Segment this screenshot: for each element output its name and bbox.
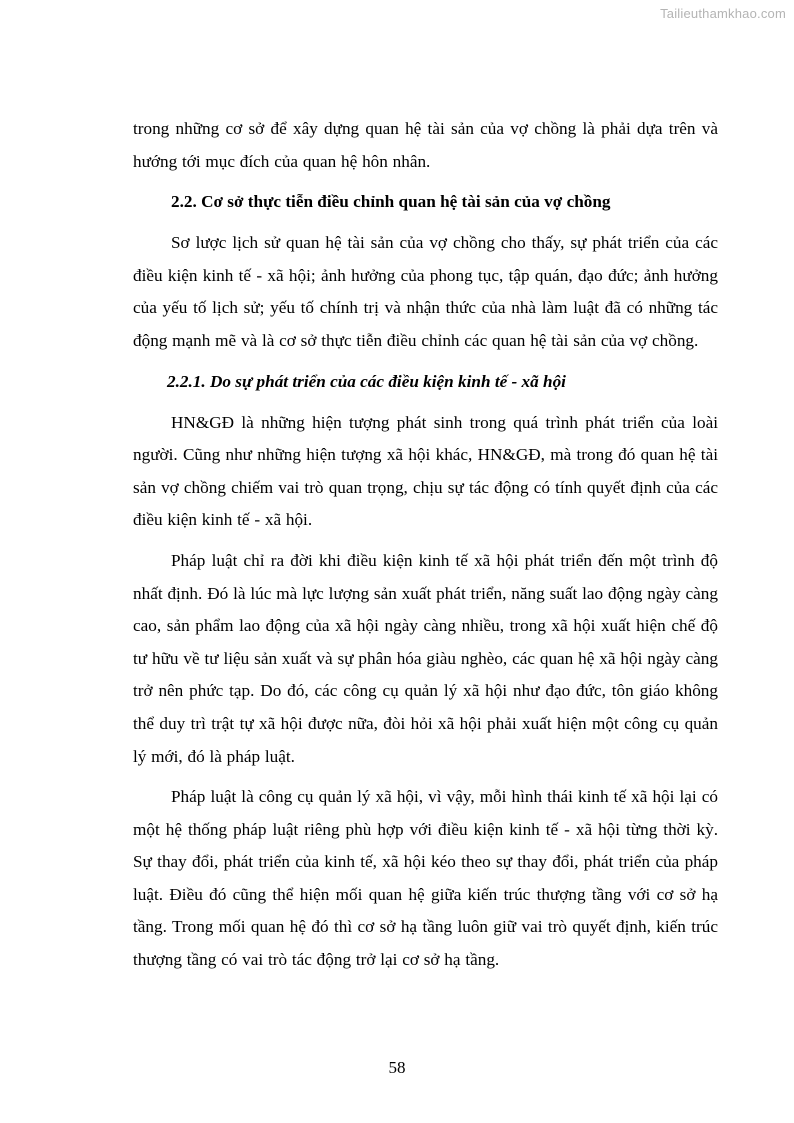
page-number: 58 — [388, 1058, 406, 1077]
paragraph-hngd: HN&GĐ là những hiện tượng phát sinh trong quá trình phát triển của loài người. Cũng như những hiện tượng xã hội khác, HN&GĐ, mà trong đó quan hệ tài sản vợ chồng chiếm vai trò quan trọng, chịu sự tác động có tính quyết định của các điều kiện kinh tế - xã hội. — [133, 412, 718, 530]
paragraph-continuation: trong những cơ sở để xây dựng quan hệ tài sản của vợ chồng là phải dựa trên và hướng tới mục đích của quan hệ hôn nhân. — [133, 119, 718, 171]
paragraph-overview: Sơ lược lịch sử quan hệ tài sản của vợ chồng cho thấy, sự phát triển của các điều kiện kinh tế - xã hội; ảnh hưởng của phong tục, tập quán, đạo đức; ảnh hưởng của yếu tố lịch sử; yếu tố chính trị và nhận thức của nhà làm luật đã có những tác động mạnh mẽ và là cơ sở thực tiễn điều chỉnh các quan hệ tài sản của vợ chồng. — [133, 233, 718, 350]
section-heading-2-2: 2.2. Cơ sở thực tiễn điều chỉnh quan hệ tài sản của vợ chồng — [171, 192, 611, 212]
paragraph-law-origin: Pháp luật chỉ ra đời khi điều kiện kinh tế xã hội phát triển đến một trình độ nhất định. Đó là lúc mà lực lượng sản xuất phát triển, năng suất lao động ngày càng cao, sản phẩm lao động của xã hội ngày càng nhiều, trong xã hội xuất hiện chế độ tư hữu về tư liệu sản xuất và sự phân hóa giàu nghèo, các quan hệ xã hội ngày càng trở nên phức tạp. Do đó, các công cụ quản lý xã hội như đạo đức, tôn giáo không thể duy trì trật tự xã hội được nữa, đòi hỏi xã hội phải xuất hiện một công cụ quản lý mới, đó là pháp luật. — [133, 550, 718, 766]
page-body — [133, 113, 718, 985]
subsection-heading-2-2-1: 2.2.1. Do sự phát triển của các điều kiện kinh tế - xã hội — [167, 371, 566, 391]
paragraph-law-tool: Pháp luật là công cụ quản lý xã hội, vì vậy, mỗi hình thái kinh tế xã hội lại có một hệ thống pháp luật riêng phù hợp với điều kiện kinh tế - xã hội từng thời kỳ. Sự thay đổi, phát triển của kinh tế, xã hội kéo theo sự thay đổi, phát triển của pháp luật. Điều đó cũng thể hiện mối quan hệ giữa kiến trúc thượng tầng với cơ sở hạ tầng. Trong mối quan hệ đó thì cơ sở hạ tầng luôn giữ vai trò quyết định, kiến trúc thượng tầng có vai trò tác động trở lại cơ sở hạ tầng. — [133, 787, 718, 970]
watermark: Tailieuthamkhao.com — [660, 6, 786, 21]
